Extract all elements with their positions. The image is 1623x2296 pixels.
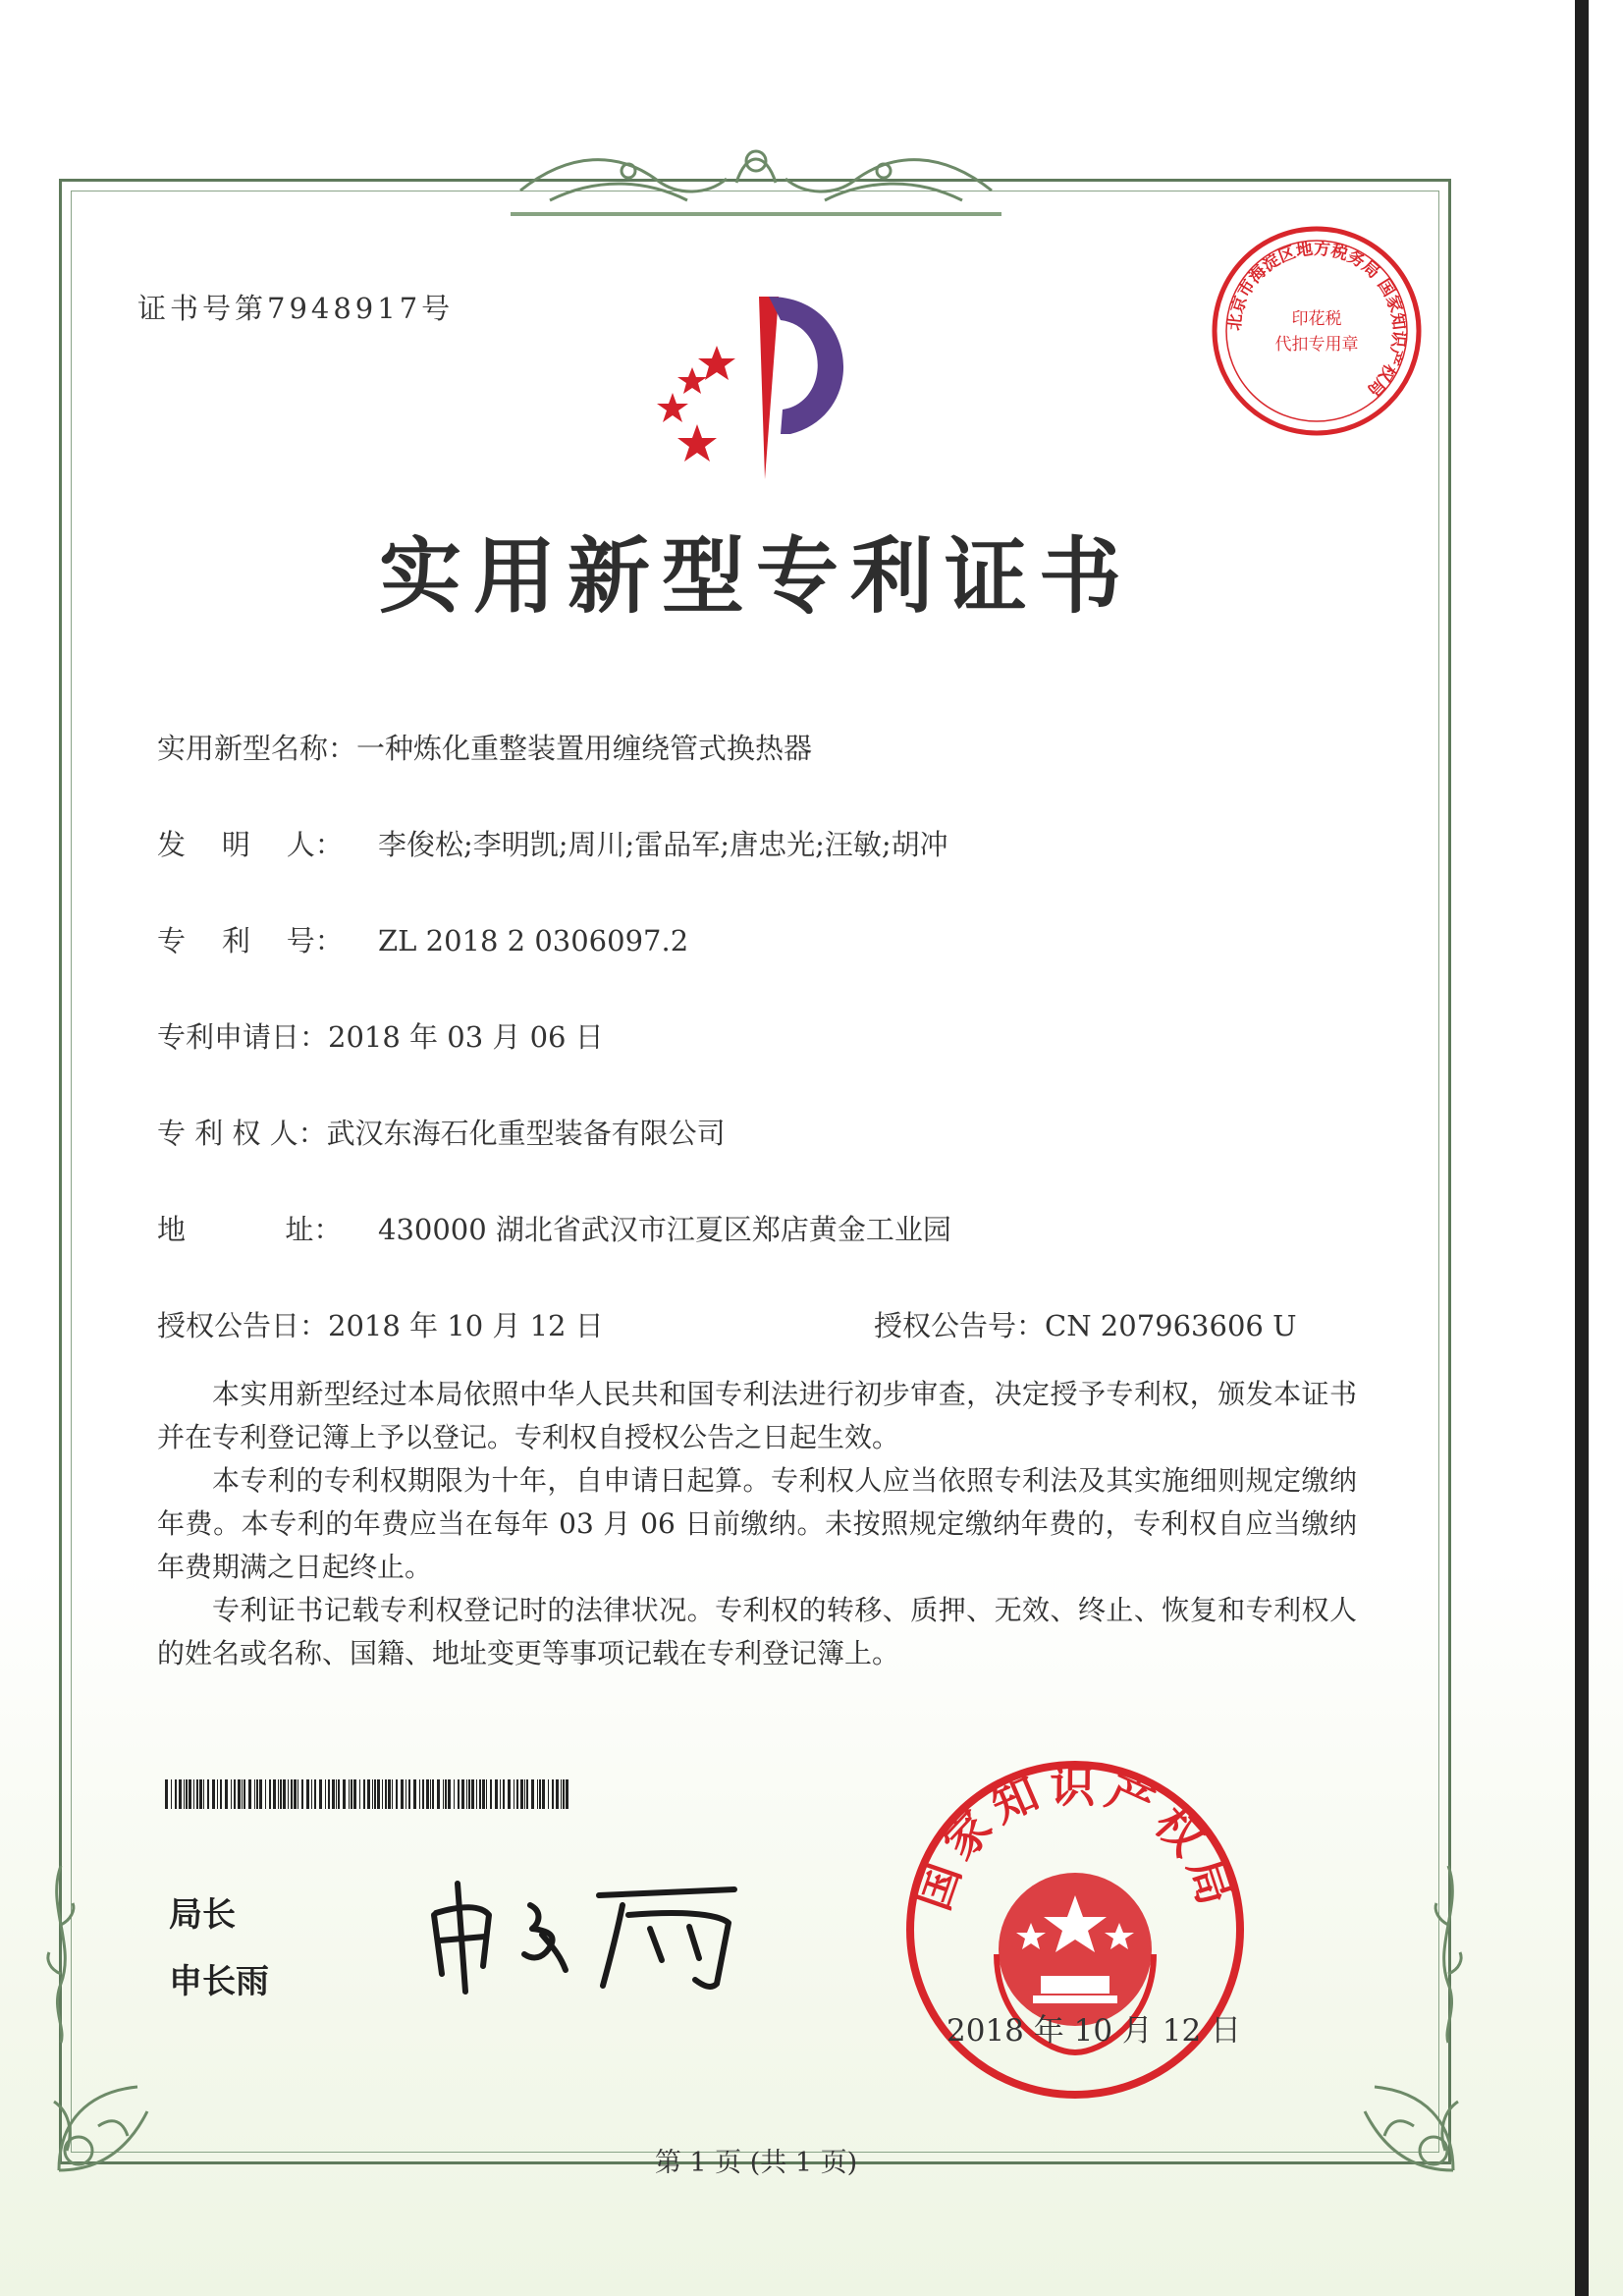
barcode-bar — [343, 1779, 346, 1809]
address-value: 430000 湖北省武汉市江夏区郑店黄金工业园 — [378, 1213, 951, 1246]
name-label: 实用新型名称： — [157, 732, 357, 765]
field-row-holder — [157, 1112, 726, 1152]
barcode-bar — [374, 1779, 376, 1809]
barcode-bar — [531, 1779, 534, 1809]
barcode-bar — [220, 1779, 222, 1809]
barcode-bar — [408, 1779, 410, 1809]
barcode-bar — [503, 1779, 505, 1809]
barcode-bar — [367, 1779, 370, 1809]
barcode-bar — [306, 1779, 309, 1809]
certificate-number: 证书号第7948917号 — [137, 292, 455, 325]
barcode-bar — [203, 1779, 204, 1809]
barcode-bar — [461, 1779, 464, 1809]
barcode-bar — [314, 1779, 316, 1809]
grant-date-label: 授权公告日： — [157, 1309, 329, 1342]
barcode-bar — [212, 1779, 215, 1809]
barcode-bar — [336, 1779, 337, 1809]
app-date-value: 2018 年 03 月 06 日 — [328, 1020, 604, 1054]
barcode — [165, 1779, 569, 1809]
barcode-bar — [165, 1779, 168, 1809]
scan-edge-bar — [1575, 0, 1589, 2296]
patent-office-logo — [643, 287, 898, 483]
field-row-grant-date — [157, 1304, 604, 1344]
barcode-bar — [495, 1779, 498, 1809]
inventor-value: 李俊松;李明凯;周川;雷品军;唐忠光;汪敏;胡冲 — [378, 828, 948, 861]
barcode-bar — [443, 1779, 444, 1809]
barcode-bar — [311, 1779, 312, 1809]
barcode-bar — [482, 1779, 485, 1809]
barcode-bar — [476, 1779, 477, 1809]
barcode-bar — [556, 1779, 559, 1809]
barcode-bar — [175, 1779, 177, 1809]
barcode-bar — [448, 1779, 451, 1809]
barcode-bar — [552, 1779, 554, 1809]
barcode-bar — [243, 1779, 245, 1809]
barcode-bar — [539, 1779, 541, 1809]
barcode-bar — [471, 1779, 474, 1809]
barcode-bar — [377, 1779, 380, 1809]
barcode-bar — [524, 1779, 525, 1809]
app-date-label: 专利申请日： — [157, 1020, 329, 1054]
holder-value: 武汉东海石化重型装备有限公司 — [326, 1117, 726, 1150]
barcode-bar — [294, 1779, 297, 1809]
holder-label: 专 利 权 人： — [157, 1117, 327, 1150]
field-row-patent-no — [157, 919, 688, 959]
barcode-bar — [363, 1779, 365, 1809]
barcode-bar — [349, 1779, 350, 1809]
barcode-bar — [319, 1779, 322, 1809]
barcode-bar — [196, 1779, 198, 1809]
barcode-bar — [413, 1779, 416, 1809]
barcode-bar — [486, 1779, 487, 1809]
body-paragraph-3: 专利证书记载专利权登记时的法律状况。专利权的转移、质押、无效、终止、恢复和专利权人的姓名或名称、国籍、地址变更等事项记载在专利登记簿上。 — [157, 1594, 1357, 1669]
barcode-bar — [338, 1779, 340, 1809]
barcode-bar — [566, 1779, 568, 1809]
barcode-bar — [382, 1779, 383, 1809]
barcode-bar — [179, 1779, 182, 1809]
grant-no-value: CN 207963606 U — [1045, 1309, 1297, 1342]
barcode-bar — [385, 1779, 387, 1809]
barcode-bar — [351, 1779, 352, 1809]
barcode-bar — [526, 1779, 528, 1809]
barcode-bar — [437, 1779, 440, 1809]
field-row-app-date — [157, 1015, 604, 1056]
body-paragraph-1: 本实用新型经过本局依照中华人民共和国专利法进行初步审查，决定授予专利权，颁发本证书并在专利登记簿上予以登记。专利权自授权公告之日起生效。 — [157, 1378, 1357, 1453]
barcode-bar — [278, 1779, 279, 1809]
barcode-bar — [396, 1779, 398, 1809]
field-row-grant-no — [874, 1304, 1297, 1344]
barcode-bar — [242, 1779, 243, 1809]
barcode-bar — [500, 1779, 501, 1809]
barcode-bar — [392, 1779, 393, 1809]
barcode-bar — [280, 1779, 282, 1809]
tax-stamp-outer-text: 北京市海淀区地方税务局 国家知识产权局 — [1224, 239, 1409, 400]
barcode-bar — [353, 1779, 356, 1809]
patent-no-value: ZL 2018 2 0306097.2 — [378, 924, 689, 957]
barcode-bar — [542, 1779, 545, 1809]
barcode-bar — [372, 1779, 373, 1809]
certificate-body — [157, 1373, 1357, 1675]
barcode-bar — [283, 1779, 286, 1809]
patent-no-label: 专 利 号： — [157, 924, 344, 957]
barcode-bar — [563, 1779, 565, 1809]
barcode-bar — [325, 1779, 326, 1809]
barcode-bar — [184, 1779, 185, 1809]
barcode-bar — [225, 1779, 228, 1809]
top-floral-ornament — [511, 132, 1001, 220]
barcode-bar — [520, 1779, 523, 1809]
certificate-title: 实用新型专利证书 — [378, 527, 1133, 625]
barcode-bar — [238, 1779, 241, 1809]
barcode-bar — [426, 1779, 429, 1809]
tax-stamp-line1: 印花税 — [1291, 309, 1342, 329]
barcode-bar — [458, 1779, 460, 1809]
field-row-address — [157, 1208, 951, 1248]
tax-stamp-line2: 代扣专用章 — [1274, 335, 1359, 355]
barcode-bar — [234, 1779, 236, 1809]
seal-date: 2018 年 10 月 12 日 — [947, 2013, 1242, 2049]
right-side-vine-ornament — [1429, 1866, 1468, 2043]
barcode-bar — [199, 1779, 202, 1809]
barcode-bar — [273, 1779, 276, 1809]
grant-date-value: 2018 年 10 月 12 日 — [328, 1309, 604, 1342]
barcode-bar — [259, 1779, 262, 1809]
name-value: 一种炼化重整装置用缠绕管式换热器 — [356, 732, 813, 765]
barcode-bar — [248, 1779, 251, 1809]
barcode-bar — [254, 1779, 255, 1809]
barcode-bar — [269, 1779, 271, 1809]
barcode-bar — [217, 1779, 218, 1809]
grant-no-label: 授权公告号： — [874, 1309, 1046, 1342]
barcode-bar — [288, 1779, 289, 1809]
director-title: 局长 — [169, 1895, 236, 1935]
left-side-vine-ornament — [41, 1866, 81, 2043]
barcode-bar — [479, 1779, 481, 1809]
barcode-bar — [301, 1779, 303, 1809]
field-row-inventor — [157, 823, 948, 863]
barcode-bar — [561, 1779, 562, 1809]
barcode-bar — [359, 1779, 360, 1809]
barcode-bar — [419, 1779, 420, 1809]
barcode-bar — [193, 1779, 194, 1809]
inventor-label: 发 明 人： — [157, 828, 344, 861]
barcode-bar — [207, 1779, 209, 1809]
barcode-bar — [430, 1779, 431, 1809]
barcode-bar — [454, 1779, 455, 1809]
page-number: 第 1 页 (共 1 页) — [654, 2148, 858, 2178]
seal-text: 国家知识产权局 — [905, 1759, 1245, 1919]
barcode-bar — [468, 1779, 470, 1809]
barcode-bar — [516, 1779, 518, 1809]
barcode-bar — [388, 1779, 391, 1809]
barcode-bar — [231, 1779, 232, 1809]
field-row-name — [157, 727, 812, 767]
barcode-bar — [445, 1779, 447, 1809]
barcode-bar — [256, 1779, 258, 1809]
tax-stamp — [1208, 222, 1426, 440]
barcode-bar — [548, 1779, 549, 1809]
official-seal — [903, 1758, 1247, 2102]
barcode-bar — [432, 1779, 434, 1809]
director-name: 申长雨 — [169, 1962, 269, 2001]
barcode-bar — [422, 1779, 424, 1809]
barcode-bar — [265, 1779, 266, 1809]
barcode-bar — [332, 1779, 335, 1809]
barcode-bar — [186, 1779, 188, 1809]
barcode-bar — [537, 1779, 538, 1809]
body-paragraph-2: 本专利的专利权期限为十年，自申请日起算。专利权人应当依照专利法及其实施细则规定缴纳年费。本专利的年费应当在每年 03 月 06 日前缴纳。未按照规定缴纳年费的，专利权自应当缴纳年费期满之日起终止。 — [157, 1464, 1357, 1583]
barcode-bar — [328, 1779, 330, 1809]
address-label: 地 址： — [157, 1213, 343, 1246]
barcode-bar — [490, 1779, 492, 1809]
barcode-bar — [466, 1779, 467, 1809]
barcode-bar — [401, 1779, 404, 1809]
handwritten-signature — [422, 1876, 756, 1994]
barcode-bar — [189, 1779, 191, 1809]
barcode-bar — [171, 1779, 172, 1809]
barcode-bar — [508, 1779, 511, 1809]
barcode-bar — [291, 1779, 293, 1809]
